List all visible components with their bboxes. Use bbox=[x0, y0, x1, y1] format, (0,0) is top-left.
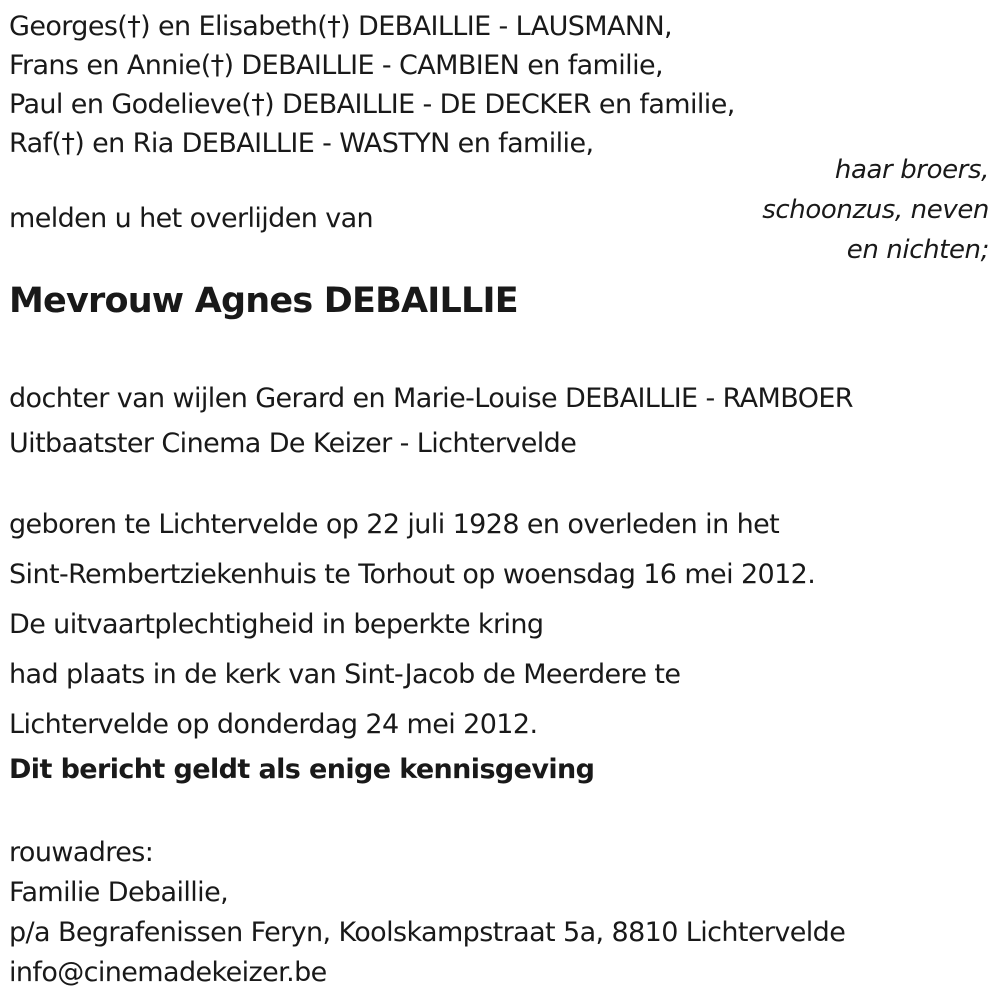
details-line: geboren te Lichtervelde op 22 juli 1928 en overleden in het bbox=[9, 509, 780, 540]
mourning-address-label: rouwadres: bbox=[9, 837, 154, 868]
details-line: Lichtervelde op donderdag 24 mei 2012. bbox=[9, 709, 538, 740]
relation-note-line: en nichten; bbox=[846, 235, 989, 265]
announcer-line: Georges(†) en Elisabeth(†) DEBAILLIE - LAUSMANN, bbox=[9, 11, 673, 42]
details-line: had plaats in de kerk van Sint-Jacob de Meerdere te bbox=[9, 659, 681, 690]
details-line: De uitvaartplechtigheid in beperkte kring bbox=[9, 609, 544, 640]
mourning-address-line: Familie Debaillie, bbox=[9, 877, 229, 908]
mourning-address-line: p/a Begrafenissen Feryn, Koolskampstraat 5a, 8810 Lichtervelde bbox=[9, 917, 846, 948]
announcer-line: Frans en Annie(†) DEBAILLIE - CAMBIEN en familie, bbox=[9, 50, 663, 81]
relation-note-line: haar broers, bbox=[834, 155, 989, 185]
announcement-intro: melden u het overlijden van bbox=[9, 203, 374, 234]
details-line: Sint-Rembertziekenhuis te Torhout op woensdag 16 mei 2012. bbox=[9, 559, 816, 590]
deceased-name-heading: Mevrouw Agnes DEBAILLIE bbox=[9, 281, 518, 321]
relation-note-block bbox=[762, 150, 989, 270]
lineage-line: Uitbaatster Cinema De Keizer - Lichtervelde bbox=[9, 428, 577, 459]
announcers-block bbox=[9, 7, 735, 163]
mourning-address-block bbox=[9, 833, 845, 993]
lineage-block bbox=[9, 376, 853, 466]
mourning-address-email: info@cinemadekeizer.be bbox=[9, 957, 327, 988]
lineage-line: dochter van wijlen Gerard en Marie-Louise DEBAILLIE - RAMBOER bbox=[9, 383, 853, 414]
announcer-line: Paul en Godelieve(†) DEBAILLIE - DE DECKER en familie, bbox=[9, 89, 735, 120]
details-block bbox=[9, 500, 815, 750]
sole-notification-notice: Dit bericht geldt als enige kennisgeving bbox=[9, 754, 595, 785]
relation-note-line: schoonzus, neven bbox=[762, 195, 989, 225]
announcer-line: Raf(†) en Ria DEBAILLIE - WASTYN en familie, bbox=[9, 128, 594, 159]
